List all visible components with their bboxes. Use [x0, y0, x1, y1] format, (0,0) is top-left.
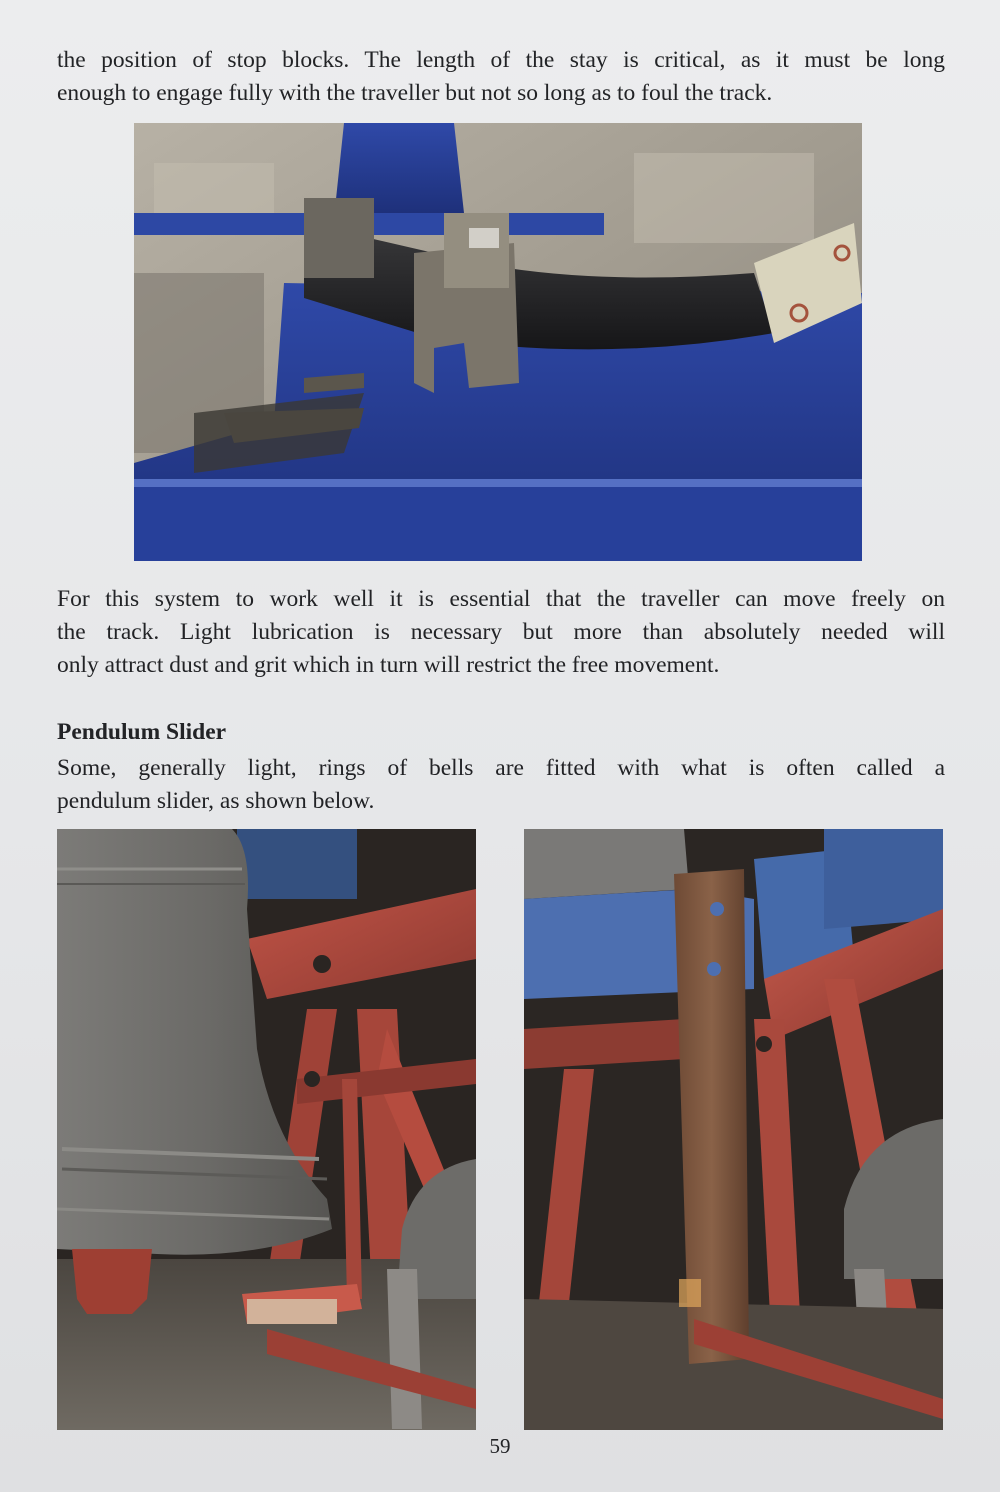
text-line: Some, generally light, rings of bells are fitted with what is often called a — [57, 755, 945, 781]
text-line: the position of stop blocks. The length of the stay is critical, as it must be long — [57, 47, 945, 73]
text-line: pendulum slider, as shown below. — [57, 788, 375, 814]
paragraph-pendulum-slider — [57, 752, 945, 818]
text-line: enough to engage fully with the traveller but not so long as to foul the track. — [57, 80, 773, 106]
page-number: 59 — [489, 1434, 511, 1458]
photo-bell-pendulum-slider-left — [57, 829, 476, 1430]
paragraph-lubrication — [57, 583, 945, 682]
text-line: only attract dust and grit which in turn will restrict the free movement. — [57, 652, 720, 678]
paragraph-stay-length — [57, 44, 945, 110]
text-line: For this system to work well it is essential that the traveller can move freely on — [57, 586, 945, 612]
photo-bell-pendulum-slider-right — [524, 829, 943, 1430]
section-heading: Pendulum Slider — [57, 719, 227, 745]
text-line: the track. Light lubrication is necessary but more than absolutely needed will — [57, 619, 945, 645]
photo-stay-and-traveller — [134, 123, 862, 561]
